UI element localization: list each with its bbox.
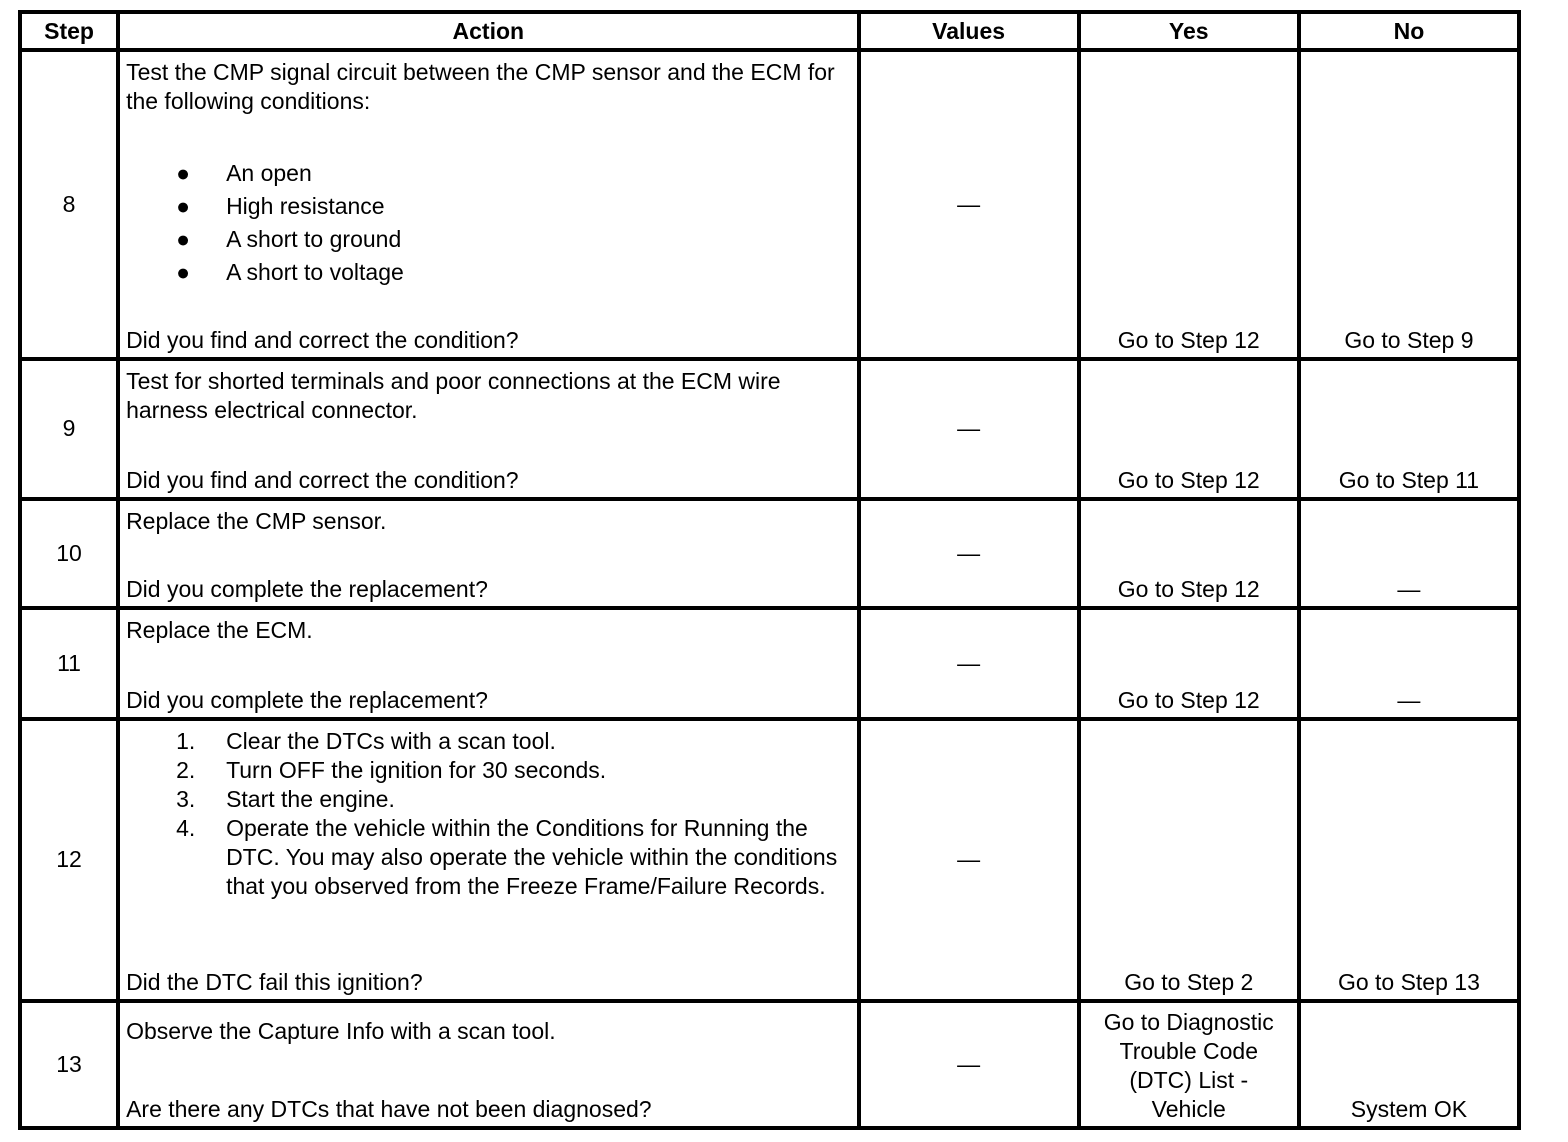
table-row-step-9 (20, 359, 1519, 499)
values-cell: — (859, 50, 1079, 359)
action-intro: Observe the Capture Info with a scan tool. (126, 1017, 556, 1044)
action-question: Did you find and correct the condition? (126, 466, 519, 493)
values-cell: — (859, 359, 1079, 499)
action-cell (118, 608, 858, 719)
diagnostic-table (18, 10, 1521, 1130)
bullet-icon: ● (176, 160, 190, 186)
action-intro: Test the CMP signal circuit between the CMP sensor and the ECM for the following conditions: (126, 59, 835, 114)
list-item: ● An open (126, 157, 850, 190)
yes-cell: Go to Step 12 (1079, 50, 1299, 359)
header-yes: Yes (1079, 12, 1299, 50)
step-number: 10 (20, 499, 118, 608)
condition-list (126, 157, 850, 289)
values-cell: — (859, 719, 1079, 1001)
yes-cell (1079, 1001, 1299, 1128)
no-cell: Go to Step 9 (1299, 50, 1519, 359)
list-item: ● High resistance (126, 190, 850, 223)
procedure-list (126, 727, 850, 901)
no-cell: System OK (1299, 1001, 1519, 1128)
action-intro: Test for shorted terminals and poor connections at the ECM wire harness electrical connector. (126, 367, 781, 423)
action-question: Did you find and correct the condition? (126, 326, 519, 353)
values-cell: — (859, 608, 1079, 719)
no-cell: Go to Step 11 (1299, 359, 1519, 499)
action-cell (118, 1001, 858, 1128)
yes-link-dtc-list[interactable]: Go to Diagnostic Trouble Code (DTC) List - Vehicle (1103, 1009, 1274, 1122)
header-values: Values (859, 12, 1079, 50)
header-step: Step (20, 12, 118, 50)
bullet-icon: ● (176, 259, 190, 285)
yes-cell: Go to Step 2 (1079, 719, 1299, 1001)
action-cell (118, 50, 858, 359)
table-row-step-8 (20, 50, 1519, 359)
list-item: 3. Start the engine. (176, 785, 395, 812)
step-number: 8 (20, 50, 118, 359)
action-cell (118, 719, 858, 1001)
list-item: ● A short to ground (126, 223, 850, 256)
values-cell: — (859, 1001, 1079, 1128)
list-item: 4. Operate the vehicle within the Conditions for Running the DTC. You may also operate the vehicle within the conditions that you observed from the Freeze Frame/Failure Records. (176, 814, 838, 899)
action-cell (118, 359, 858, 499)
table-row-step-13 (20, 1001, 1519, 1128)
header-row (20, 12, 1519, 50)
yes-cell: Go to Step 12 (1079, 499, 1299, 608)
list-item: 1. Clear the DTCs with a scan tool. (176, 727, 556, 754)
yes-cell: Go to Step 12 (1079, 359, 1299, 499)
values-cell: — (859, 499, 1079, 608)
yes-cell: Go to Step 12 (1079, 608, 1299, 719)
bullet-icon: ● (176, 226, 190, 252)
header-no: No (1299, 12, 1519, 50)
table-row-step-11 (20, 608, 1519, 719)
action-question: Did you complete the replacement? (126, 575, 488, 602)
step-number: 9 (20, 359, 118, 499)
action-cell (118, 499, 858, 608)
header-action: Action (118, 12, 858, 50)
action-intro: Replace the ECM. (126, 616, 313, 643)
no-cell: Go to Step 13 (1299, 719, 1519, 1001)
table-row-step-12 (20, 719, 1519, 1001)
step-number: 12 (20, 719, 118, 1001)
step-number: 11 (20, 608, 118, 719)
no-cell: — (1299, 499, 1519, 608)
action-question: Did the DTC fail this ignition? (126, 968, 423, 995)
action-question: Did you complete the replacement? (126, 686, 488, 713)
action-question: Are there any DTCs that have not been diagnosed? (126, 1096, 652, 1122)
list-item: 2. Turn OFF the ignition for 30 seconds. (176, 756, 607, 783)
list-item: ● A short to voltage (126, 256, 850, 289)
table-row-step-10 (20, 499, 1519, 608)
action-intro: Replace the CMP sensor. (126, 507, 387, 534)
bullet-icon: ● (176, 193, 190, 219)
no-cell: — (1299, 608, 1519, 719)
step-number: 13 (20, 1001, 118, 1128)
